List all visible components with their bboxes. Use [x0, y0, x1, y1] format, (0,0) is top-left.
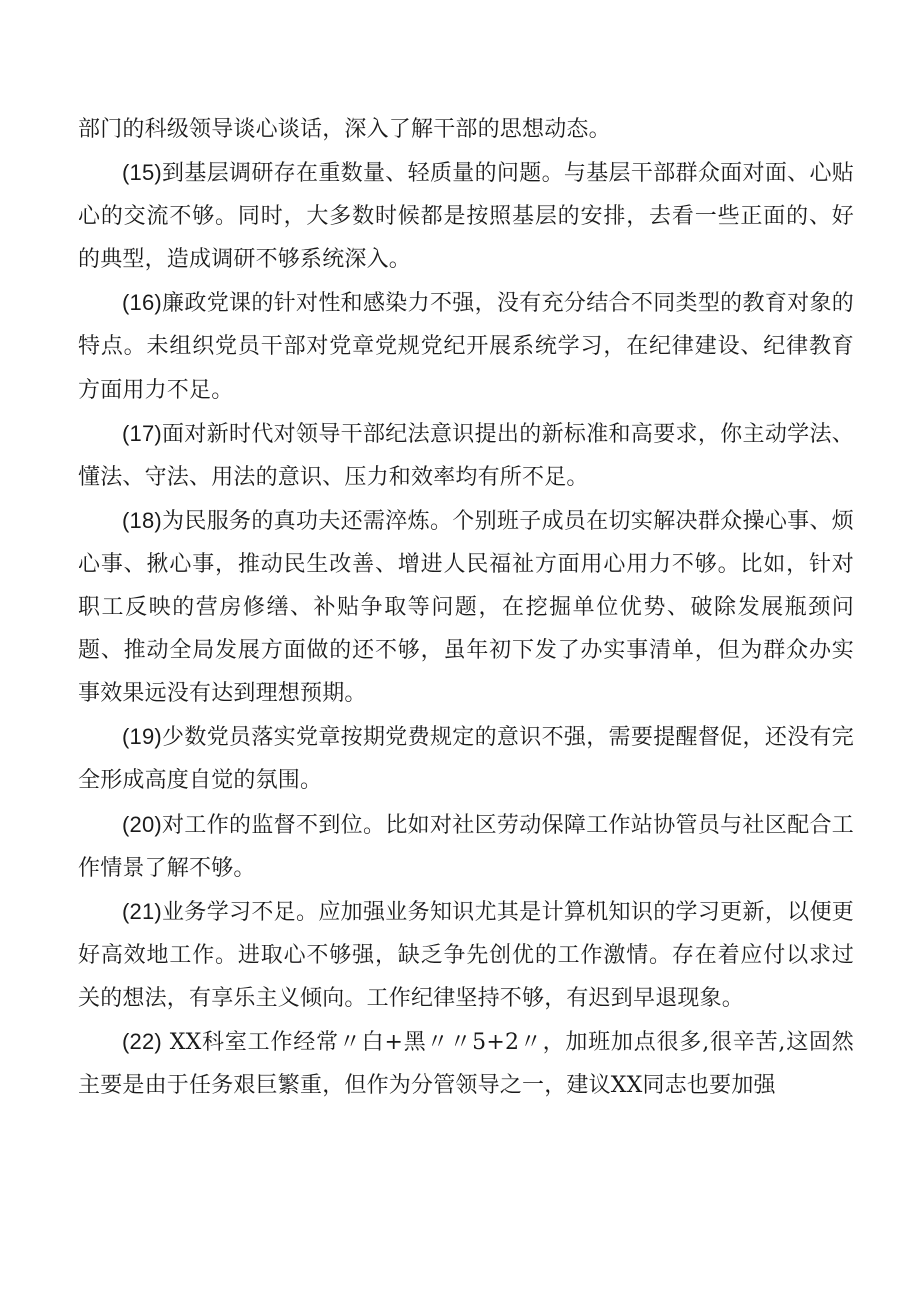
paragraph-text: 面对新时代对领导干部纪法意识提出的新标准和高要求，你主动学法、懂法、守法、用法的意识、压力和效率均有所不足。: [78, 421, 854, 490]
item-number: (16): [122, 290, 162, 316]
item-number: (18): [122, 507, 162, 533]
paragraph-18: [78, 499, 854, 715]
document-body: [78, 108, 854, 1107]
item-number: (22): [122, 1028, 162, 1054]
paragraph-19: [78, 715, 854, 802]
paragraph-text: 少数党员落实党章按期党费规定的意识不强，需要提醒督促，还没有完全形成高度自觉的氛围。: [78, 725, 854, 794]
item-number: (20): [122, 811, 162, 837]
item-number: (17): [122, 420, 162, 446]
paragraph-text: 为民服务的真功夫还需淬炼。个别班子成员在切实解决群众操心事、烦心事、揪心事，推动民生改善、增进人民福祉方面用心用力不够。比如，针对职工反映的营房修缮、补贴争取等问题，在挖掘单位优势、破除发展瓶颈问题、推动全局发展方面做的还不够，虽年初下发了办实事清单，但为群众办实事效果远没有达到理想预期。: [78, 508, 854, 707]
paragraph-17: [78, 412, 854, 499]
paragraph-text: 部门的科级领导谈心谈话，深入了解干部的思想动态。: [78, 117, 611, 142]
paragraph-21: [78, 890, 854, 1020]
paragraph-text: XX科室工作经常〃白+黑〃〃5+2〃，加班加点很多,很辛苦,这固然主要是由于任务艰巨繁重，但作为分管领导之一，建议XX同志也要加强: [78, 1029, 854, 1099]
item-number: (21): [122, 898, 162, 924]
paragraph-22: [78, 1020, 854, 1107]
paragraph-16: [78, 281, 854, 411]
paragraph-15: [78, 151, 854, 281]
paragraph-text: 廉政党课的针对性和感染力不强，没有充分结合不同类型的教育对象的特点。未组织党员干部对党章党规党纪开展系统学习，在纪律建设、纪律教育方面用力不足。: [78, 291, 854, 403]
paragraph-text: 到基层调研存在重数量、轻质量的问题。与基层干部群众面对面、心贴心的交流不够。同时，大多数时候都是按照基层的安排，去看一些正面的、好的典型，造成调研不够系统深入。: [78, 161, 854, 273]
paragraph-continuation: [78, 108, 854, 151]
paragraph-text: 对工作的监督不到位。比如对社区劳动保障工作站协管员与社区配合工作情景了解不够。: [78, 812, 854, 881]
item-number: (19): [122, 724, 162, 750]
paragraph-text: 业务学习不足。应加强业务知识尤其是计算机知识的学习更新，以便更好高效地工作。进取心不够强，缺乏争先创优的工作激情。存在着应付以求过关的想法，有享乐主义倾向。工作纪律坚持不够，有迟到早退现象。: [78, 899, 854, 1011]
paragraph-20: [78, 803, 854, 890]
item-number: (15): [122, 160, 162, 186]
